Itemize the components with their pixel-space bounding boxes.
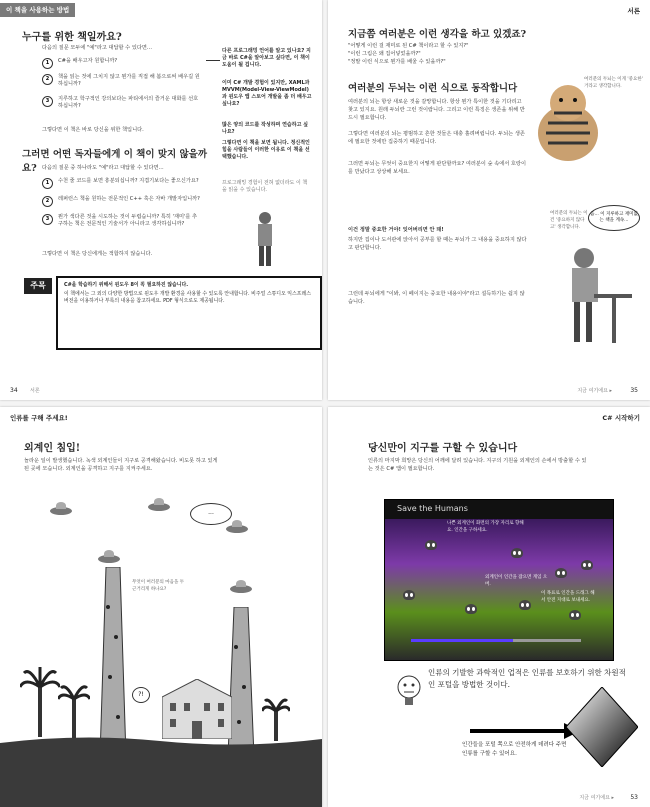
question-item [42,178,202,196]
note-body: 이 책에서는 그 외의 다양한 방법으로 윈도우 개발 환경을 사용할 수 있도록 안내합니다. 비주얼 스튜디오 익스프레스 버전을 이용하거나 부록의 내용을 참고하세요. PDF 형식으로도 제공됩니다. [64,291,311,304]
page-footer: 지금 여기에요 ▸ [579,795,614,801]
quote: "정말 이런 식으로 뭔가를 배울 수 있을까?" [348,59,446,65]
quote: "이런 그림은 왜 집어넣었을까?" [348,51,421,57]
alien-icon [425,540,437,550]
palm-tree-icon [20,667,60,737]
page-header: 서론 [627,7,640,15]
page-35 [328,0,650,400]
thought-bubble [588,205,640,231]
question-text: 수천 줄 코드를 보면 흥분되십니까? 지겹기보다는 좋으신가요? [58,178,199,184]
side-note: 이미 C# 개발 경험이 있지만, XAML과 MVVM(Model-View-ViewModel)과 윈도우 앱 스토어 개발을 좀 더 배우고 싶나요? [222,80,312,107]
game-window [384,499,614,661]
question-text: 뭔가 색다른 것을 시도하는 것이 두렵습니까? 특히 '재미'를 추구하는 책은 전문적인 기술서가 아니라고 생각하십니까? [58,214,198,227]
man-illustration [250,210,280,270]
paragraph: 그러면 두뇌는 무엇이 중요한지 어떻게 판단할까요? 여러분이 숲 속에서 호랑이를 만났다고 상상해 보세요. [348,161,526,175]
progress-fill [411,639,513,642]
thinking-bubble: ?! [132,687,150,703]
page-header: 이 책을 사용하는 방법 [0,3,75,17]
alien-icon [519,600,531,610]
question-number: 1 [42,178,53,189]
quote: "어떻게 이런 걸 재미로 된 C# 책이라고 할 수 있지?" [348,43,469,49]
bubble-text: ... [208,509,214,516]
bold-emphasis: 이건 정말 중요한 거야! 잊어버리면 안 돼! [348,227,444,233]
paragraph: 그렇다면 여러분의 뇌는 평범하고 흔한 것들은 대충 흘려버립니다. 두뇌는 생존에 필요한 것에만 집중하기 때문입니다. [348,131,525,145]
alien-icon [511,548,523,558]
conclusion-text: 그렇다면 이 책은 바로 당신을 위한 책입니다. [42,127,144,133]
arrow-icon [206,60,220,61]
side-note: 많은 양의 코드를 작성하며 연습하고 싶나요? [222,122,308,135]
question-list-yes [42,58,202,118]
section-title: 지금쯤 여러분은 이런 생각을 하고 있겠죠? [348,29,527,40]
ufo-icon [50,507,72,515]
question-text: 레퍼런스 책을 원하는 전문적인 C++ 혹은 자바 개발자입니까? [58,196,200,202]
portal-note: 인간들을 포털 쪽으로 안전하게 데려다 주면 인류를 구할 수 있어요. [462,742,567,757]
section-title: 누구를 위한 책일까요? [22,32,122,43]
section-title: 외계인 침입! [24,443,81,454]
page-34 [0,0,322,400]
note-label: 주목 [24,278,52,294]
alien-icon [569,610,581,620]
handwritten-note: 인류의 기발한 과학적인 업적은 인류를 보호하기 위한 차원적인 포털을 방법한 것이다. [428,668,626,689]
question-number: 2 [42,196,53,207]
human-face-icon [396,675,422,705]
bubble-text: 음... 이 지루하고 재미없는 책을 계속... [590,212,638,223]
question-number: 3 [42,96,53,107]
quote-list [348,42,568,66]
note-box [56,276,322,350]
paragraph: 여러분의 뇌는 항상 새로운 것을 갈망합니다. 항상 뭔가 특이한 것을 기다리고 찾고 있지요. 원래 두뇌란 그런 것이랍니다. 그리고 이런 특징은 생존을 위해 반드시 필요합니다. [348,99,525,121]
ufo-icon [226,525,248,533]
question-item [42,214,202,246]
page-52 [0,407,322,807]
page-header: C# 시작하기 [602,414,640,422]
page-footer: 서론 [30,388,40,394]
question-number: 2 [42,74,53,85]
palm-tree-icon [58,683,90,739]
progress-bar [411,639,581,642]
speech-bubble [190,503,232,525]
question-item [42,96,202,118]
question-item [42,196,202,214]
paragraph: 인류의 마지막 희망은 당신의 어깨에 달려 있습니다. 지구의 기원을 외계인의 손에서 방출할 수 있는 것은 C# 앱이 필요합니다. [368,458,587,472]
section-title: 여러분의 두뇌는 이런 식으로 동작합니다 [348,83,518,94]
paragraph: 하지만 집이나 도서관에 앉아서 공부를 할 때는 두뇌가 그 내용을 중요하지 않다고 판단합니다. [348,237,527,251]
alien-icon [581,560,593,570]
page-header: 인류를 구해 주세요! [10,414,68,422]
ground-illustration [0,733,322,807]
note-title: C#을 학습하기 위해서 윈도우 8이 꼭 필요하진 않습니다. [64,282,189,288]
question-number: 3 [42,214,53,225]
intro-text: 다음의 질문 모두에 "예"라고 대답할 수 있다면… [42,45,153,51]
portal-icon [566,687,638,767]
question-item [42,74,202,96]
page-number: 53 [630,794,638,801]
game-title: Save the Humans [397,504,468,513]
alien-icon [403,590,415,600]
alien-icon [465,604,477,614]
conclusion-text: 그렇다면 이 책은 당신에게는 적합하지 않습니다. [42,251,153,257]
paragraph: 그런데 두뇌에게 "이봐, 이 페이지는 중요한 내용이야"라고 설득하기는 쉽지 않습니다. [348,291,525,305]
game-annotation: 이 목표로 인간을 드래그 해서 안전 지대로 보내세요. [541,591,595,603]
tower-caption: 무엇이 여러분의 마음을 두근거리게 하나요? [132,580,185,592]
side-note: 다른 프로그래밍 언어를 알고 있나요? 지금 바로 C#을 알아보고 싶다면, 이 책이 도움이 될 겁니다. [222,48,311,68]
question-text: 지루하고 학구적인 강의보다는 파티에서의 즐거운 대화를 선호하십니까? [58,96,199,109]
side-note: 프로그래밍 경험이 전혀 없더라도 이 책을 읽을 수 있습니다. [222,180,308,193]
question-text: 책을 읽는 것에 그치지 않고 뭔가를 직접 해 봄으로써 배우길 원하십니까? [58,74,200,87]
ufo-icon [230,585,252,593]
page-number: 34 [10,387,18,394]
game-annotation: 나쁜 외계인이 화면의 가장 자리로 향해요. 인간을 구하세요. [447,521,524,533]
paragraph: 놀라운 일이 발생했습니다. 녹색 외계인들이 지구로 공격해왔습니다. 비도못 하고 있게 된 곳에 모습니다. 외계인을 공격하고 지구를 지켜주세요. [24,458,218,472]
question-list-no [42,178,202,246]
intro-text: 다음의 질문 중 하나라도 "예"라고 대답할 수 있다면… [42,165,164,171]
man-caption: 여러분의 두뇌는 이건 '중요하지 않다고' 생각합니다. [550,211,588,230]
question-text: C#을 배우고자 원합니까? [58,58,118,64]
section-title: 그러면 어떤 독자들에게 이 책이 맞지 않을까요? [22,149,208,174]
building-illustration [162,679,232,739]
tiger-illustration [528,78,608,168]
arrow-icon [470,723,580,739]
studying-man-illustration [554,238,634,348]
ufo-icon [98,555,120,563]
question-number: 1 [42,58,53,69]
question-item [42,58,202,74]
section-title: 당신만이 지구를 구할 수 있습니다 [368,443,518,454]
page-footer: 지금 여기에요 ▸ [577,388,612,394]
alien-icon [555,568,567,578]
page-number: 35 [630,387,638,394]
game-annotation: 외계인이 인간을 잡으면 게임 오버. [485,575,548,587]
alien-tower-left [96,567,130,757]
page-53 [328,407,650,807]
ufo-icon [148,503,170,511]
tiger-caption: 여러분의 두뇌는 이게 '중요한' 거라고 생각합니다. [584,77,643,89]
side-note: 그렇다면 이 책을 보면 됩니다. 정신적인 힘을 사람들이 이러한 이유로 이 책을 선택했습니다. [222,140,310,160]
